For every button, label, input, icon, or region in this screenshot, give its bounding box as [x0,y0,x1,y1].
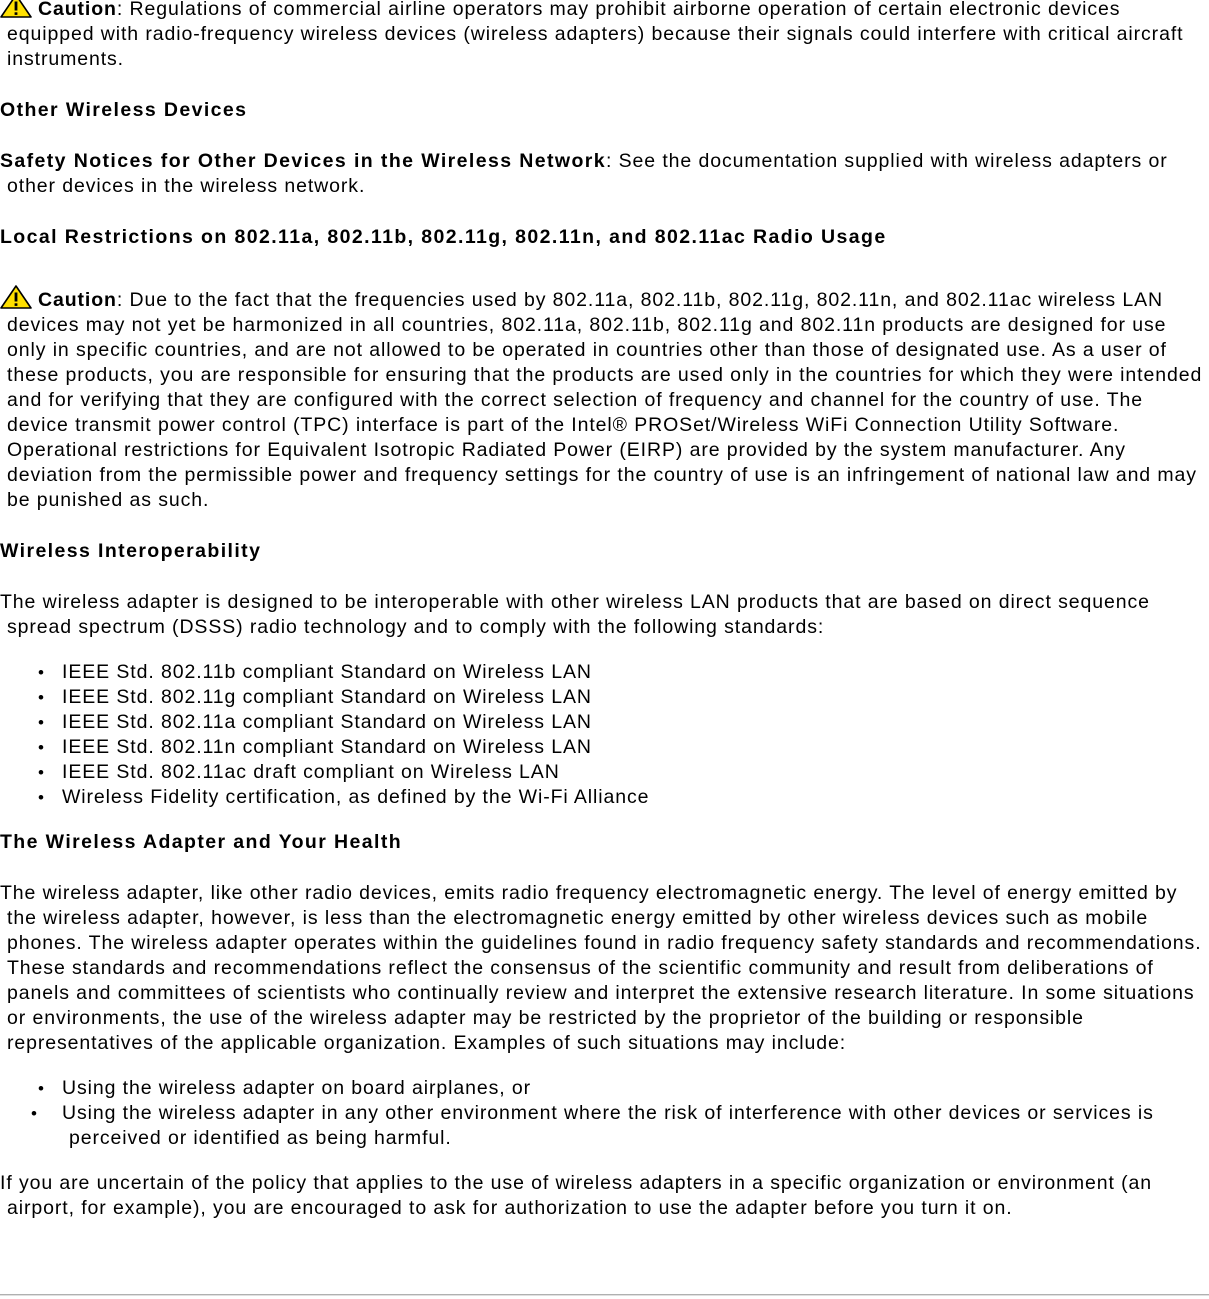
health-closing: If you are uncertain of the policy that applies to the use of wireless adapters in a specific organization or environment (an airport, for example), you are encouraged to ask for authorization to use the adapter before you turn it on. [0,1172,1152,1219]
list-item: • IEEE Std. 802.11g compliant Standard on Wireless LAN [62,685,1209,710]
section-heading-interoperability: Wireless Interoperability [0,540,262,562]
safety-notice-paragraph [0,149,1209,199]
interoperability-intro: The wireless adapter is designed to be interoperable with other wireless LAN products that are based on direct sequence spread spectrum (DSSS) radio technology and to comply with the following standards: [0,591,1150,638]
section-heading-health: The Wireless Adapter and Your Health [0,831,403,853]
caution-text: : Regulations of commercial airline operators may prohibit airborne operation of certain electronic devices equipped with radio-frequency wireless devices (wireless adapters) because their signals could interfere with critical aircraft instruments. [7,0,1184,70]
caution-notice-airline [0,0,1209,72]
warning-icon [0,0,32,18]
list-item: • Using the wireless adapter in any other environment where the risk of interference with other devices or services is perceived or identified as being harmful. [62,1101,1209,1151]
caution-notice-radio-usage [0,285,1209,513]
health-body: The wireless adapter, like other radio devices, emits radio frequency electromagnetic energy. The level of energy emitted by the wireless adapter, however, is less than the electromagnetic energy emitted by other wireless devices such as mobile phones. The wireless adapter operates within the guidelines found in radio frequency safety standards and recommendations. These standards and recommendations reflect the consensus of the scientific community and result from deliberations of panels and committees of scientists who continually review and interpret the extensive research literature. In some situations or environments, the use of the wireless adapter may be restricted by the proprietor of the building or responsible representatives of the applicable organization. Examples of such situations may include: [0,882,1202,1054]
standards-list [0,660,1209,810]
list-item: • IEEE Std. 802.11a compliant Standard on Wireless LAN [62,710,1209,735]
divider [0,1294,1209,1296]
caution-label: Caution [38,0,117,20]
list-item: • Using the wireless adapter on board airplanes, or [62,1076,1209,1101]
safety-notice-label: Safety Notices for Other Devices in the Wireless Network [0,150,606,172]
list-item: • IEEE Std. 802.11ac draft compliant on Wireless LAN [62,760,1209,785]
caution-label: Caution [38,289,117,311]
section-heading-other-devices: Other Wireless Devices [0,99,248,121]
warning-icon [0,285,32,309]
section-heading-local-restrictions: Local Restrictions on 802.11a, 802.11b, 802.11g, 802.11n, and 802.11ac Radio Usage [0,226,887,248]
caution-text: : Due to the fact that the frequencies used by 802.11a, 802.11b, 802.11g, 802.11n, and 802.11ac wireless LAN devices may not yet be harmonized in all countries, 802.11a, 802.11b, 802.11g and 802.11n products are designed for use only in specific countries, and are not allowed to be operated in countries other than those of designated use. As a user of these products, you are responsible for ensuring that the products are used only in the countries for which they were intended and for verifying that they are configured with the correct selection of frequency and channel for the country of use. The device transmit power control (TPC) interface is part of the Intel® PROSet/Wireless WiFi Connection Utility Software. Operational restrictions for Equivalent Isotropic Radiated Power (EIRP) are provided by the system manufacturer. Any deviation from the permissible power and frequency settings for the country of use is an infringement of national law and may be punished as such. [7,289,1203,511]
list-item: • IEEE Std. 802.11b compliant Standard on Wireless LAN [62,660,1209,685]
list-item: • Wireless Fidelity certification, as defined by the Wi-Fi Alliance [62,785,1209,810]
examples-list [0,1076,1209,1151]
safety-notice-text: : See the documentation supplied with wireless adapters or other devices in the wireless network. [7,150,1168,197]
list-item: • IEEE Std. 802.11n compliant Standard on Wireless LAN [62,735,1209,760]
